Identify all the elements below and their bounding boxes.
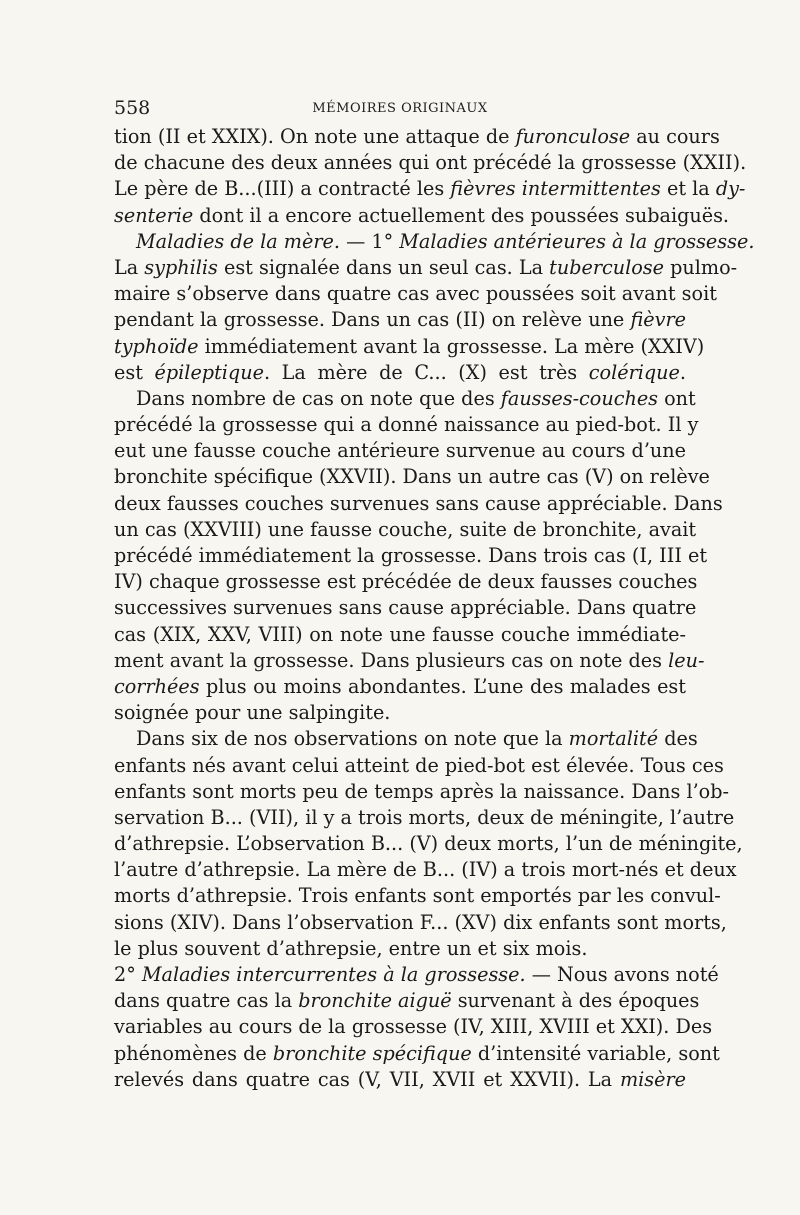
text-span: plus ou moins abondantes. L’une des malades est	[199, 674, 686, 698]
text-line	[114, 595, 697, 621]
text-span: précédé immédiatement la grossesse. Dans trois cas (I, III et	[114, 544, 708, 567]
text-line	[114, 150, 747, 176]
text-line	[114, 386, 696, 412]
body-text	[114, 124, 755, 1093]
text-span: IV) chaque grossesse est précédée de deux fausses couches	[114, 570, 698, 594]
text-line	[114, 491, 723, 517]
text-span: eut une fausse couche antérieure survenue au cours d’une	[114, 439, 686, 463]
text-span: servation B... (VII), il y a trois morts, deux de méningite, l’autre	[114, 805, 735, 829]
text-span: — Nous avons noté	[525, 963, 719, 986]
text-span: enfants sont morts peu de temps après la naissance. Dans l’ob-	[114, 779, 730, 803]
text-line	[114, 831, 743, 857]
text-span: le plus souvent d’athrepsie, entre un et six mois.	[114, 936, 588, 960]
text-line	[114, 805, 735, 831]
text-line	[114, 1067, 686, 1093]
text-span: successives survenues sans cause appréciable. Dans quatre	[114, 596, 697, 620]
italic-span: typhoïde	[114, 334, 199, 358]
italic-span: tuberculose	[549, 255, 665, 279]
text-line	[114, 753, 724, 779]
text-span: Dans nombre de cas on note que des	[136, 386, 501, 410]
text-line	[114, 203, 730, 229]
italic-span: colérique	[588, 360, 680, 384]
text-line	[114, 412, 699, 438]
italic-span: corrhées	[114, 674, 200, 698]
italic-span: Maladies de la mère.	[136, 229, 340, 253]
italic-span: furonculose	[515, 125, 631, 148]
text-line	[114, 936, 686, 962]
text-span: bronchite spécifique (XXVII). Dans un autre cas (V) on relève	[114, 465, 710, 489]
text-line	[114, 176, 746, 202]
text-line	[114, 438, 686, 464]
text-span: sions (XIV). Dans l’observation F... (XV) dix enfants sont morts,	[114, 910, 727, 934]
italic-span: Maladies antérieures à la grossesse.	[399, 229, 755, 253]
italic-span: bronchite spécifique	[272, 1041, 472, 1065]
text-span: morts d’athrepsie. Trois enfants sont emportés par les convul-	[114, 884, 721, 908]
text-span: survenant à des époques	[451, 989, 700, 1013]
text-line	[114, 1014, 713, 1040]
text-span: ment avant la grossesse. Dans plusieurs cas on note des	[114, 648, 669, 672]
text-span: dont il a encore actuellement des poussées subaiguës.	[193, 203, 730, 227]
text-line	[114, 1041, 720, 1067]
running-head: MÉMOIRES ORIGINAUX	[312, 101, 488, 116]
text-span: soignée pour une salpingite.	[114, 701, 391, 725]
text-span: . La mère de C... (X) est très	[263, 360, 589, 384]
text-span: variables au cours de la grossesse (IV, XIII, XVIII et XXI). Des	[114, 1015, 713, 1039]
italic-span: épileptique	[154, 360, 264, 384]
text-line	[114, 255, 738, 281]
text-span: Le père de B...(III) a contracté les	[114, 177, 451, 201]
italic-span: misère	[619, 1067, 686, 1091]
italic-span: fièvre	[630, 308, 686, 332]
text-span: cas (XIX, XXV, VIII) on note une fausse couche immédiate-	[114, 622, 686, 646]
text-span: l’autre d’athrepsie. La mère de B... (IV) a trois mort-nés et deux	[114, 858, 737, 882]
text-span: un cas (XXVIII) une fausse couche, suite de bronchite, avait	[114, 517, 697, 541]
text-span: au cours	[630, 125, 720, 148]
text-span: .	[679, 360, 686, 384]
text-span: relevés dans quatre cas (V, VII, XVII et XXVII). La	[114, 1067, 620, 1091]
italic-span: Maladies intercurrentes à la grossesse.	[141, 963, 526, 986]
text-line	[114, 857, 737, 883]
text-span: La	[114, 255, 145, 279]
text-span: maire s’observe dans quatre cas avec poussées soit avant soit	[114, 282, 717, 306]
text-span: 2°	[114, 963, 142, 986]
italic-span: fièvres intermittentes	[450, 177, 661, 201]
page-number: 558	[114, 97, 151, 119]
text-span: d’intensité variable, sont	[471, 1041, 720, 1065]
text-span: enfants nés avant celui atteint de pied-bot est élevée. Tous ces	[114, 753, 724, 777]
text-line	[114, 726, 698, 752]
text-line	[114, 910, 727, 936]
text-span: pulmo-	[664, 255, 738, 279]
text-line	[114, 281, 717, 307]
text-line	[114, 962, 719, 988]
text-span: précédé la grossesse qui a donné naissance au pied-bot. Il y	[114, 413, 699, 437]
text-span: de chacune des deux années qui ont précédé la grossesse (XXII).	[114, 151, 747, 175]
text-line	[114, 779, 730, 805]
text-line	[114, 124, 720, 150]
text-line	[114, 307, 686, 333]
text-span: deux fausses couches survenues sans cause appréciable. Dans	[114, 491, 723, 515]
text-span: dans quatre cas la	[114, 989, 299, 1013]
text-line	[114, 648, 705, 674]
text-span: Dans six de nos observations on note que la	[136, 727, 569, 751]
text-line	[114, 700, 686, 726]
text-line	[114, 229, 755, 255]
text-span: pendant la grossesse. Dans un cas (II) on relève une	[114, 308, 631, 332]
italic-span: bronchite aiguë	[298, 989, 452, 1013]
text-line	[114, 622, 686, 648]
text-span: et la	[660, 177, 716, 201]
text-line	[114, 569, 698, 595]
text-line	[114, 674, 686, 700]
text-line	[114, 988, 700, 1014]
text-line	[114, 464, 710, 490]
text-span: phénomènes de	[114, 1041, 273, 1065]
page-header	[114, 97, 686, 121]
italic-span: dy-	[715, 177, 746, 201]
italic-span: mortalité	[568, 727, 659, 751]
italic-span: fausses-couches	[500, 386, 659, 410]
text-line	[114, 543, 708, 569]
text-line	[114, 883, 721, 909]
italic-span: syphilis	[144, 255, 218, 279]
text-line	[114, 334, 705, 360]
text-span: est signalée dans un seul cas. La	[217, 255, 550, 279]
text-span: est	[114, 360, 155, 384]
italic-span: leu-	[668, 648, 705, 672]
text-span: immédiatement avant la grossesse. La mère (XXIV)	[198, 334, 705, 358]
text-span: — 1°	[339, 229, 400, 253]
text-line	[114, 517, 697, 543]
italic-span: senterie	[114, 203, 194, 227]
text-span: d’athrepsie. L’observation B... (V) deux morts, l’un de méningite,	[114, 832, 743, 856]
text-line	[114, 360, 686, 386]
text-span: ont	[658, 386, 696, 410]
text-span: tion (II et XXIX). On note une attaque de	[114, 125, 516, 148]
text-span: des	[658, 727, 698, 751]
